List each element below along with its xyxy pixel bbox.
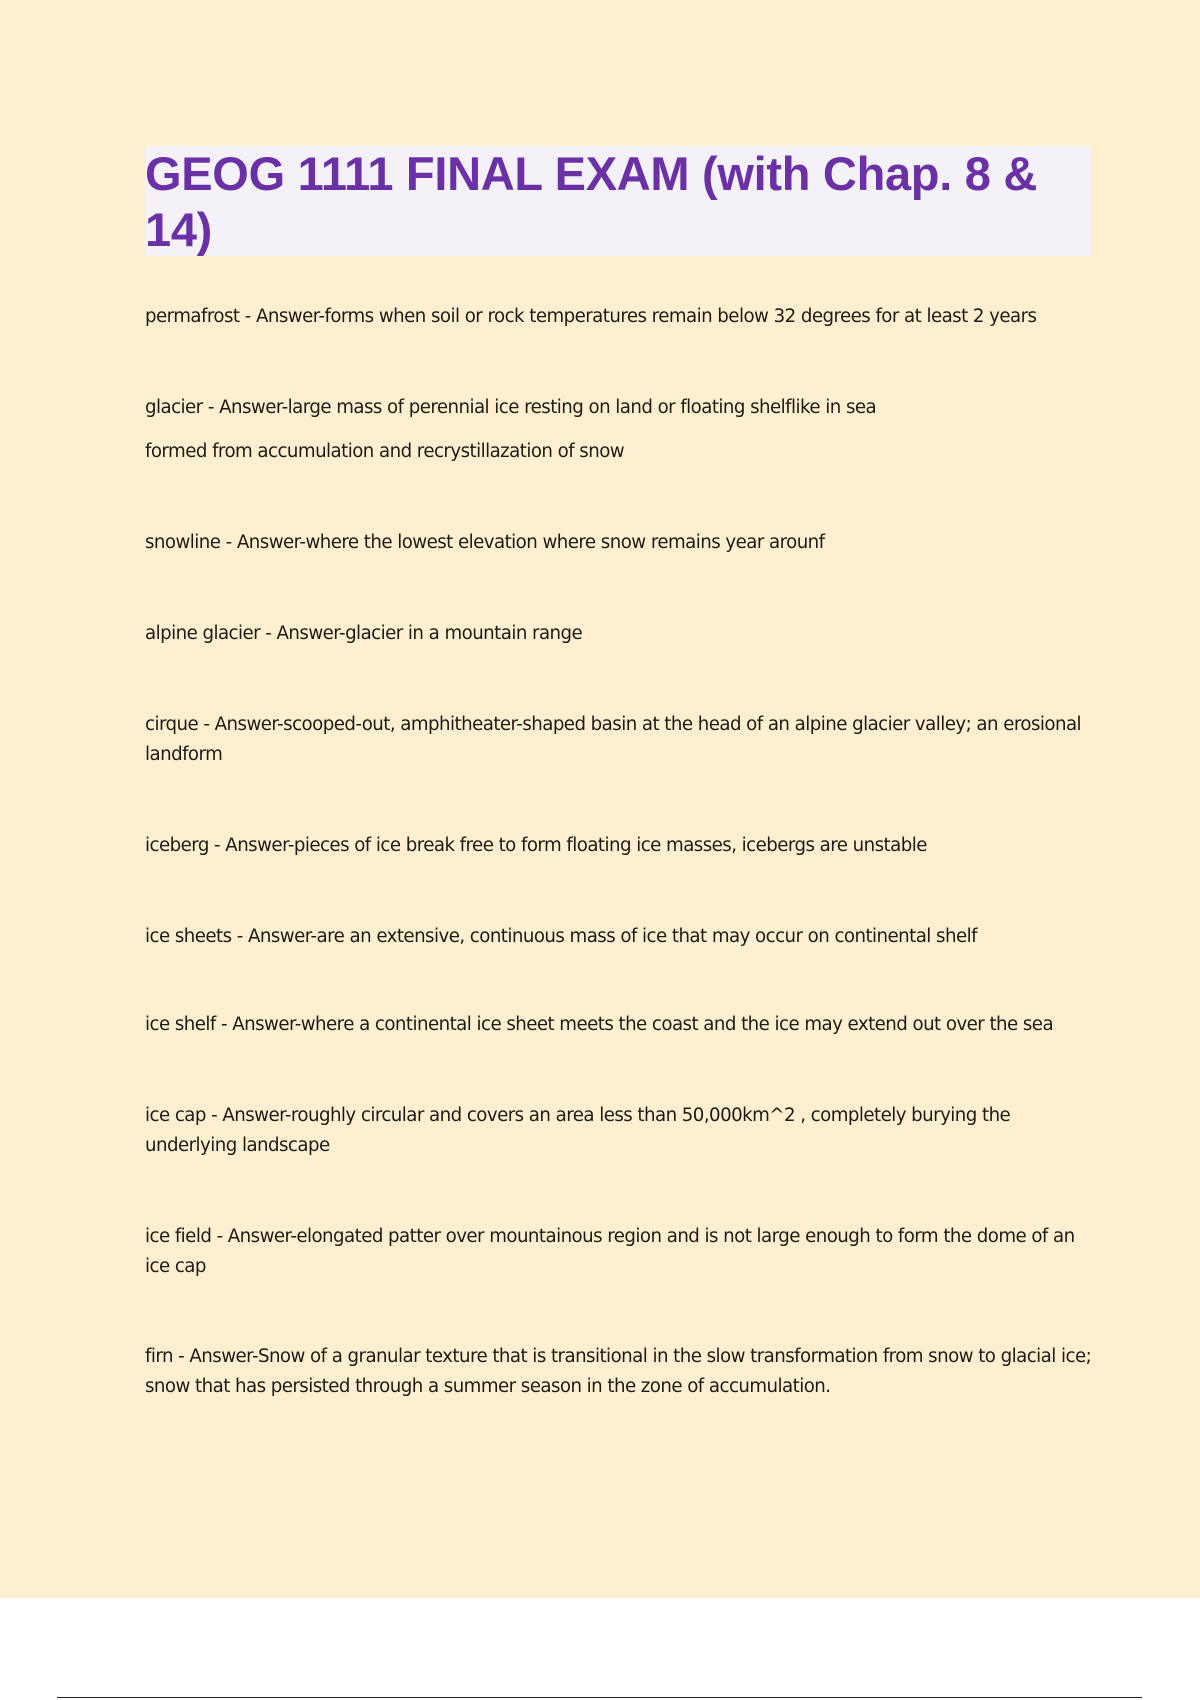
entry-ice-cap: ice cap - Answer-roughly circular and covers an area less than 50,000km^2 , completely burying the underlying landscape	[145, 1105, 1011, 1156]
entry-glacier	[145, 393, 1100, 467]
entry-permafrost: permafrost - Answer-forms when soil or rock temperatures remain below 32 degrees for at least 2 years	[145, 306, 1037, 327]
entry-ice-sheets: ice sheets - Answer-are an extensive, continuous mass of ice that may occur on continental shelf	[145, 926, 977, 947]
title-highlight	[145, 146, 1091, 256]
entry-firn: firn - Answer-Snow of a granular texture that is transitional in the slow transformation from snow to glacial ice; snow that has persisted through a summer season in the zone of accumulation.	[145, 1346, 1092, 1397]
page-title: GEOG 1111 FINAL EXAM (with Chap. 8 & 14)	[145, 147, 1037, 256]
entry-iceberg: iceberg - Answer-pieces of ice break free to form floating ice masses, icebergs are unstable	[145, 835, 927, 856]
entry-ice-field: ice field - Answer-elongated patter over mountainous region and is not large enough to form the dome of an ice cap	[145, 1226, 1075, 1277]
entry-ice-shelf: ice shelf - Answer-where a continental ice sheet meets the coast and the ice may extend out over the sea	[145, 1014, 1054, 1035]
entry-glacier-continuation: formed from accumulation and recrystillazation of snow	[145, 441, 625, 462]
entry-snowline: snowline - Answer-where the lowest elevation where snow remains year arounf	[145, 532, 825, 553]
entry-alpine-glacier: alpine glacier - Answer-glacier in a mountain range	[145, 623, 583, 644]
footer-divider	[57, 1697, 1142, 1698]
entry-glacier-text: glacier - Answer-large mass of perennial ice resting on land or floating shelflike in sea	[145, 397, 877, 418]
entry-cirque: cirque - Answer-scooped-out, amphitheater-shaped basin at the head of an alpine glacier valley; an erosional landform	[145, 714, 1082, 765]
